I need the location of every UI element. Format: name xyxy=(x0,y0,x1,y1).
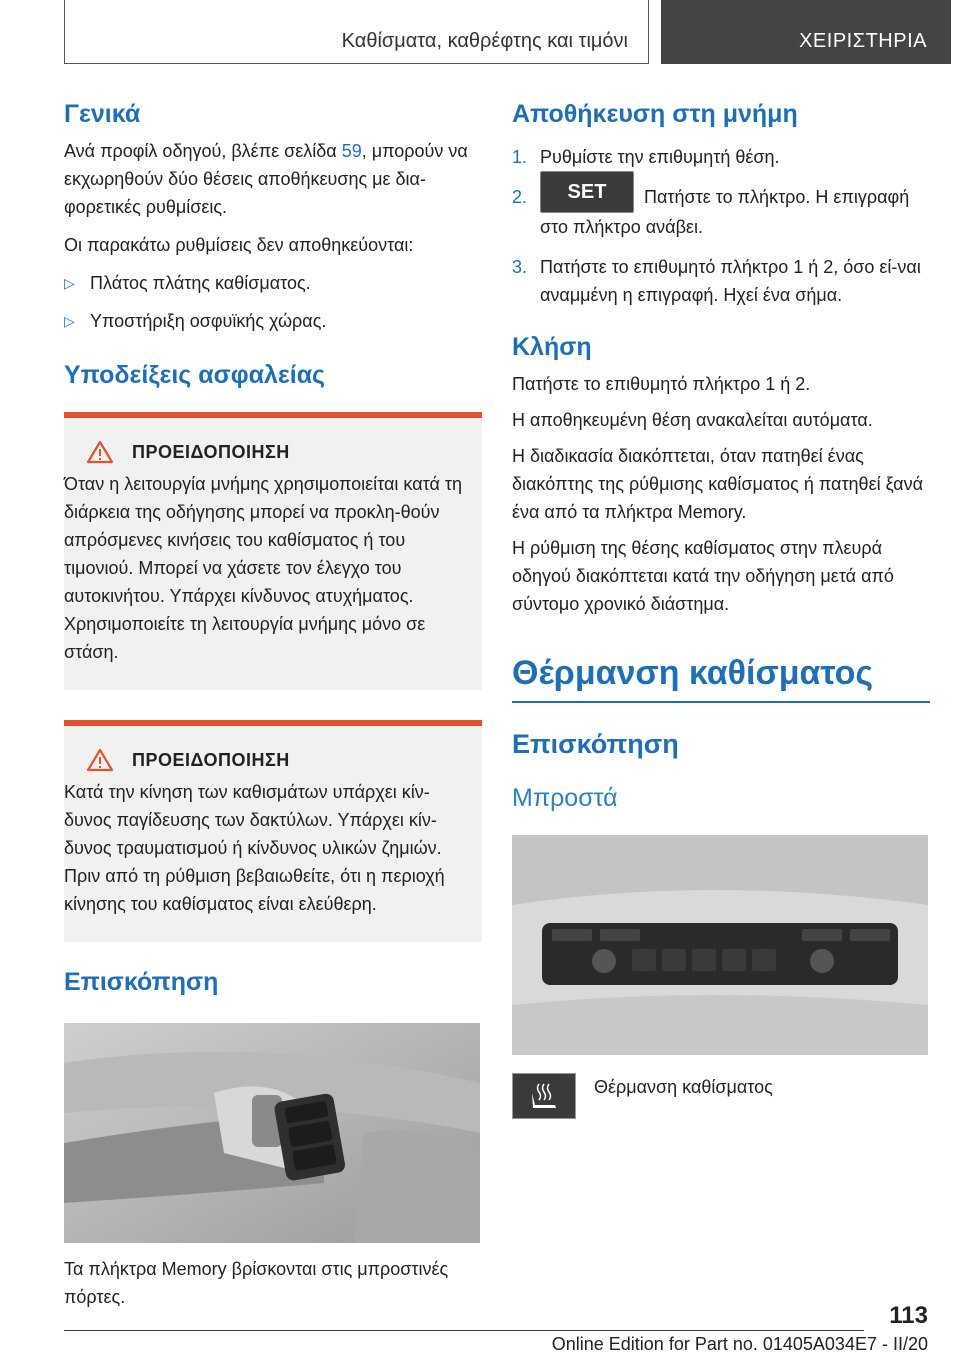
seat-heating-caption: Θέρμανση καθίσματος xyxy=(594,1077,773,1098)
warning-triangle-icon xyxy=(86,748,114,772)
seat-heating-heading: Θέρμανση καθίσματος xyxy=(512,654,874,693)
list-item: ▷ Πλάτος πλάτης καθίσματος. xyxy=(64,269,482,297)
list-item: 2. SET Πατήστε το πλήκτρο. Η επιγραφή στο πλήκτρο ανάβει. xyxy=(512,183,930,241)
list-item: 3. Πατήστε το επιθυμητό πλήκτρο 1 ή 2, όσο εί-ναι αναμμένη η επιγραφή. Ηχεί ένα σήμα. xyxy=(512,257,921,306)
footer-rule xyxy=(64,1330,864,1331)
memory-buttons-door-image xyxy=(64,1023,480,1243)
list-item: ▷ Υποστήριξη οσφυϊκής χώρας. xyxy=(64,307,482,335)
header-section-box xyxy=(64,0,649,64)
set-button-icon: SET xyxy=(540,171,634,213)
heating-icon-row xyxy=(512,1073,930,1119)
store-heading: Αποθήκευση στη μνήμη xyxy=(512,100,798,128)
general-heading: Γενικά xyxy=(64,100,141,128)
warning-text: Κατά την κίνηση των καθισμάτων υπάρχει κίν-δυνος παγίδευσης των δακτύλων. Υπάρχει κίν-δυνος τραυματισμού ή κίνδυνος υλικών ζημιών. Πριν από τη ρύθμιση βεβαιωθείτε, ότι η περιοχή κίνησης του καθίσματος είναι ελεύθερη. xyxy=(64,782,445,914)
front-heading: Μπροστά xyxy=(512,784,618,813)
general-paragraph-2: Οι παρακάτω ρυθμίσεις δεν αποθηκεύονται: xyxy=(64,235,414,255)
overview-caption: Τα πλήκτρα Memory βρίσκονται στις μπροστινές πόρτες. xyxy=(64,1259,449,1307)
warning-box-2 xyxy=(64,720,482,942)
page-number: 113 xyxy=(889,1302,928,1329)
warning-triangle-icon xyxy=(86,440,114,464)
list-item: 1. Ρυθμίστε την επιθυμητή θέση. xyxy=(512,147,780,167)
recall-paragraph: Η αποθηκευμένη θέση ανακαλείται αυτόματα. xyxy=(512,410,873,431)
header-section-title: Καθίσματα, καθρέφτης και τιμόνι xyxy=(341,30,628,52)
recall-paragraph: Η διαδικασία διακόπτεται, όταν πατηθεί ένας διακόπτης της ρύθμισης καθίσματος ή πατηθεί ξανά ένα από τα πλήκτρα Memory. xyxy=(512,446,923,523)
header-chapter-title: ΧΕΙΡΙΣΤΗΡΙΑ xyxy=(799,30,927,52)
heading-rule xyxy=(512,701,930,703)
warning-box-1 xyxy=(64,412,482,690)
recall-paragraph: Πατήστε το επιθυμητό πλήκτρο 1 ή 2. xyxy=(512,374,811,395)
warning-title: ΠΡΟΕΙΔΟΠΟΙΗΣΗ xyxy=(132,441,290,462)
header-chapter-tab[interactable] xyxy=(661,0,951,64)
heating-overview-heading: Επισκόπηση xyxy=(512,729,679,760)
store-steps xyxy=(512,143,930,309)
left-column xyxy=(64,100,482,1311)
climate-panel-image xyxy=(512,835,928,1055)
page-link-59[interactable]: 59 xyxy=(341,141,362,161)
overview-heading: Επισκόπηση xyxy=(64,968,219,996)
warning-title: ΠΡΟΕΙΔΟΠΟΙΗΣΗ xyxy=(132,749,290,770)
general-paragraph: Ανά προφίλ οδηγού, βλέπε σελίδα 59, μπορούν να εκχωρηθούν δύο θέσεις αποθήκευσης με δια-φορετικές ρυθμίσεις. xyxy=(64,141,468,217)
warning-text: Όταν η λειτουργία μνήμης χρησιμοποιείται κατά τη διάρκεια της οδήγησης μπορεί να προκλη-θούν απρόσμενες κινήσεις του καθίσματος ή του τιμονιού. Μπορεί να χάσετε τον έλεγχο του αυτοκινήτου. Υπάρχει κίνδυνος ατυχήματος. Χρησιμοποιείτε τη λειτουργία μνήμης μόνο σε στάση. xyxy=(64,474,462,662)
edition-text: Online Edition for Part no. 01405A034E7 - II/20 xyxy=(551,1334,928,1354)
safety-heading: Υποδείξεις ασφαλείας xyxy=(64,361,326,389)
not-stored-list xyxy=(64,269,482,335)
right-column xyxy=(512,100,930,1119)
seat-heating-icon xyxy=(512,1073,576,1119)
recall-paragraph: Η ρύθμιση της θέσης καθίσματος στην πλευρά οδηγού διακόπτεται κατά την οδήγηση μετά από σύντομο χρονικό διάστημα. xyxy=(512,538,894,615)
recall-heading: Κλήση xyxy=(512,333,592,362)
